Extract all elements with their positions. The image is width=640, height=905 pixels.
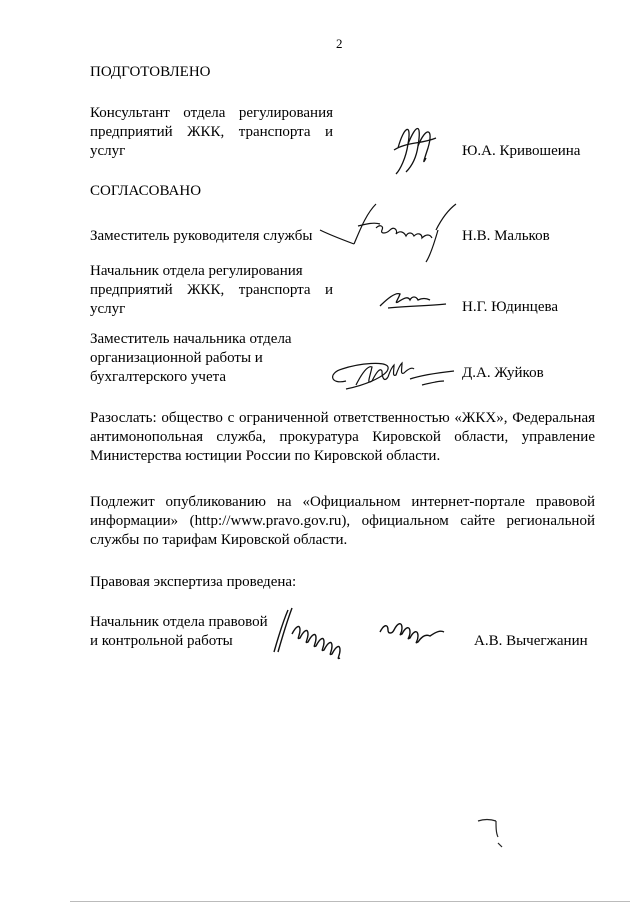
position-line: бухгалтерского учета	[90, 369, 227, 385]
position-line: Заместитель руководителя службы	[90, 228, 313, 244]
position-line: Начальник отдела правовой	[90, 614, 268, 630]
position-line: услуг	[90, 143, 126, 159]
handwritten-signature	[270, 604, 466, 656]
page-number: 2	[336, 36, 343, 51]
position-line: Консультант отдела регулирования	[90, 105, 333, 121]
position-line: Заместитель начальника отдела	[90, 331, 292, 347]
handwritten-signature	[378, 288, 448, 310]
signer-name: А.В. Вычегжанин	[474, 633, 588, 649]
scan-mark	[476, 817, 506, 851]
position-line: организационной работы и	[90, 350, 263, 366]
handwritten-signature	[392, 118, 442, 178]
position-line: услуг	[90, 301, 126, 317]
position-line: предприятий ЖКК, транспорта и	[90, 124, 333, 140]
position-line: предприятий ЖКК, транспорта и	[90, 282, 333, 298]
position-line: Начальник отдела регулирования	[90, 263, 303, 279]
position-line: и контрольной работы	[90, 633, 233, 649]
handwritten-signature	[326, 355, 460, 395]
scan-edge-line	[70, 901, 630, 902]
signer-name: Д.А. Жуйков	[462, 365, 544, 381]
agreed-heading: СОГЛАСОВАНО	[90, 183, 202, 199]
legal-review-statement: Правовая экспертиза проведена:	[90, 574, 297, 590]
distribution-paragraph: Разослать: общество с ограниченной ответственностью «ЖКХ», Федеральная антимонопольная служба, прокуратура Кировской области, управление Министерства юстиции России по Кировской области.	[90, 410, 595, 464]
signer-name: Н.В. Мальков	[462, 228, 550, 244]
prepared-heading: ПОДГОТОВЛЕНО	[90, 64, 211, 80]
publication-paragraph: Подлежит опубликованию на «Официальном интернет-портале правовой информации» (http://www.pravo.gov.ru), официальном сайте региональной службы по тарифам Кировской области.	[90, 494, 595, 548]
signer-name: Ю.А. Кривошеина	[462, 143, 581, 159]
handwritten-signature	[318, 200, 468, 264]
signer-name: Н.Г. Юдинцева	[462, 299, 559, 315]
